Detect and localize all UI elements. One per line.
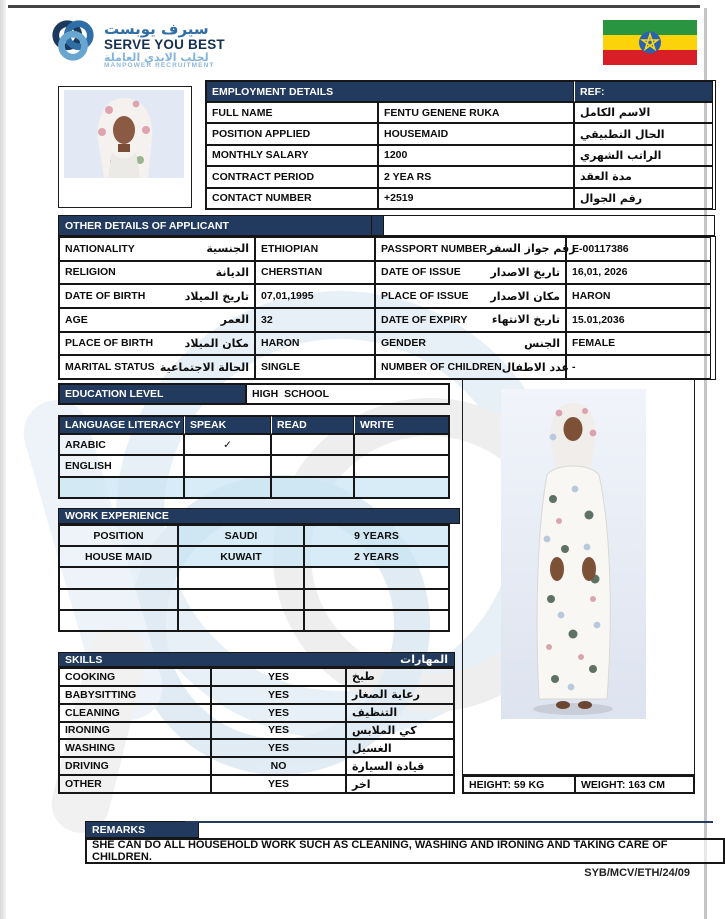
portrait-image: [64, 90, 184, 178]
employment-row-label: CONTRACT PERIOD: [206, 166, 378, 187]
work-position: HOUSE MAID: [59, 546, 178, 567]
document-reference-code: SYB/MCV/ETH/24/09: [584, 867, 690, 879]
other-right-value: 15.01,2036: [566, 308, 711, 332]
read-header: READ: [271, 416, 354, 434]
field-label: DATE OF BIRTH: [65, 290, 146, 303]
height-value: HEIGHT: 59 KG: [463, 776, 575, 793]
field-label: PLACE OF BIRTH: [65, 337, 154, 350]
skills-title: SKILLS: [65, 653, 103, 666]
field-label-arabic: رقم جواز السفر: [486, 242, 576, 256]
speak-cell: [184, 477, 271, 498]
language-literacy-table: [58, 415, 450, 499]
skill-arabic: اخر: [346, 775, 454, 793]
work-duration: [304, 589, 449, 610]
field-label: NUMBER OF CHILDREN: [381, 361, 502, 374]
work-country: [178, 567, 304, 588]
logo-knot-icon: [50, 15, 96, 65]
applicant-fullbody-photo: [462, 378, 695, 775]
field-label-arabic: مكان الاصدار: [490, 289, 560, 303]
other-details-header-spacer: [371, 215, 715, 236]
employment-row-label: MONTHLY SALARY: [206, 145, 378, 166]
speak-cell: [184, 455, 271, 476]
skill-label: DRIVING: [59, 757, 211, 775]
other-right-label: [375, 237, 576, 261]
language-header: LANGUAGE LITERACY: [59, 416, 184, 434]
work-duration: [304, 567, 449, 588]
field-label: PLACE OF ISSUE: [381, 290, 469, 303]
field-label: RELIGION: [65, 266, 116, 279]
field-label-arabic: تاريخ الاصدار: [490, 265, 560, 279]
scan-edge-top: [8, 5, 700, 8]
skill-label: IRONING: [59, 722, 211, 740]
other-left-value: 07,01,1995: [255, 284, 375, 308]
employment-row-label: POSITION APPLIED: [206, 123, 378, 144]
work-duration: 2 YEARS: [304, 546, 449, 567]
agency-logo: [50, 15, 290, 77]
employment-row-value: HOUSEMAID: [378, 123, 574, 144]
field-label-arabic: مكان الميلاد: [184, 336, 249, 350]
other-right-label: [375, 261, 566, 285]
education-level-value: HIGH SCHOOL: [246, 384, 449, 404]
language-name: ARABIC: [59, 434, 184, 455]
employment-row-arabic: الراتب الشهري: [574, 145, 713, 166]
field-label-arabic: تاريخ الانتهاء: [491, 313, 560, 327]
skill-label: CLEANING: [59, 704, 211, 722]
work-duration: [304, 610, 449, 631]
skill-label: OTHER: [59, 775, 211, 793]
employment-row-value: 1200: [378, 145, 574, 166]
other-left-label: [59, 284, 255, 308]
other-right-label: [375, 355, 570, 379]
skill-arabic: رعاية الصغار: [346, 686, 454, 704]
field-label: GENDER: [381, 337, 426, 350]
employment-row-arabic: مدة العقد: [574, 166, 713, 187]
work-country: SAUDI: [178, 525, 304, 546]
other-left-value: ETHIOPIAN: [255, 237, 375, 261]
remarks-header-rule: [185, 821, 713, 823]
work-country: [178, 610, 304, 631]
language-name: [59, 477, 184, 498]
skills-header: [58, 652, 455, 667]
work-position: [59, 610, 178, 631]
field-label-arabic: عدد الاطفال: [501, 360, 570, 374]
employment-row-value: 2 YEA RS: [378, 166, 574, 187]
employment-row-label: CONTACT NUMBER: [206, 188, 378, 209]
other-left-value: SINGLE: [255, 355, 375, 379]
other-left-label: [59, 237, 255, 261]
skill-arabic: طبخ: [346, 668, 454, 686]
field-label: MARITAL STATUS: [65, 361, 155, 374]
logo-arabic-tagline: لجلب الايدي العاملة: [104, 50, 209, 64]
employment-row-arabic: الاسم الكامل: [574, 102, 713, 123]
other-left-label: [59, 308, 255, 332]
other-right-value: FEMALE: [566, 332, 711, 356]
skill-arabic: كي الملابس: [346, 722, 454, 740]
field-label-arabic: تاريخ الميلاد: [184, 289, 249, 303]
other-right-label: [375, 284, 566, 308]
read-cell: [271, 477, 354, 498]
logo-english-tagline: MANPOWER RECRUITMENT: [104, 62, 215, 70]
field-label: DATE OF ISSUE: [381, 266, 461, 279]
other-right-value: E-00117386: [566, 237, 711, 261]
other-details-title: OTHER DETAILS OF APPLICANT: [58, 215, 384, 236]
work-duration: 9 YEARS: [304, 525, 449, 546]
other-left-value: HARON: [255, 332, 375, 356]
other-details-table: [58, 236, 716, 380]
other-right-label: [375, 308, 566, 332]
skill-label: COOKING: [59, 668, 211, 686]
other-right-value: -: [566, 355, 711, 379]
write-cell: [354, 455, 449, 476]
skill-value: YES: [211, 775, 346, 793]
other-right-label: [375, 332, 566, 356]
field-label: AGE: [65, 313, 88, 326]
language-name: ENGLISH: [59, 455, 184, 476]
field-label-arabic: الجنسية: [206, 242, 249, 256]
other-left-value: 32: [255, 308, 375, 332]
field-label: PASSPORT NUMBER: [381, 242, 487, 255]
employment-row-label: FULL NAME: [206, 102, 378, 123]
field-label-arabic: العمر: [220, 313, 249, 327]
fullbody-image: [501, 389, 646, 719]
weight-value: WEIGHT: 163 CM: [575, 776, 694, 793]
skills-table: [58, 667, 455, 794]
logo-english-name: SERVE YOU BEST: [104, 36, 225, 52]
measurements-row: [462, 775, 695, 794]
field-label-arabic: الجنس: [524, 336, 560, 350]
field-label: DATE OF EXPIRY: [381, 313, 468, 326]
applicant-portrait-photo: [58, 86, 192, 208]
employment-row-arabic: رقم الجوال: [574, 188, 713, 209]
work-position: [59, 567, 178, 588]
employment-row-value: FENTU GENENE RUKA: [378, 102, 574, 123]
remarks-text: SHE CAN DO ALL HOUSEHOLD WORK SUCH AS CLEANING, WASHING AND IRONING AND TAKING CARE OF CHILDREN.: [85, 838, 725, 864]
scan-edge-left: [0, 0, 6, 919]
skill-value: YES: [211, 686, 346, 704]
speak-checkmark: ✓: [184, 434, 271, 455]
field-label: NATIONALITY: [65, 242, 135, 255]
skill-arabic: قيادة السيارة: [346, 757, 454, 775]
skill-value: YES: [211, 722, 346, 740]
other-left-value: CHERSTIAN: [255, 261, 375, 285]
speak-header: SPEAK: [184, 416, 271, 434]
other-left-label: [59, 261, 255, 285]
write-cell: [354, 434, 449, 455]
field-label-arabic: الحالة الاجتماعية: [159, 360, 249, 374]
work-country: [178, 589, 304, 610]
skills-title-arabic: المهارات: [400, 653, 448, 666]
skill-arabic: الغسيل: [346, 739, 454, 757]
work-position: [59, 589, 178, 610]
skill-value: NO: [211, 757, 346, 775]
work-country: KUWAIT: [178, 546, 304, 567]
education-level-row: [58, 383, 450, 405]
read-cell: [271, 434, 354, 455]
work-experience-title: WORK EXPERIENCE: [58, 508, 460, 524]
skill-value: YES: [211, 739, 346, 757]
remarks-title: REMARKS: [85, 821, 199, 838]
employment-row-value: +2519: [378, 188, 574, 209]
other-right-value: 16,01, 2026: [566, 261, 711, 285]
employment-details-title: EMPLOYMENT DETAILS: [206, 81, 574, 102]
ref-label: REF:: [574, 81, 713, 102]
read-cell: [271, 455, 354, 476]
skill-value: YES: [211, 704, 346, 722]
skill-arabic: التنظيف: [346, 704, 454, 722]
work-position: POSITION: [59, 525, 178, 546]
write-header: WRITE: [354, 416, 449, 434]
employment-details-table: [205, 80, 716, 210]
logo-arabic-name: سيرف يوبست: [104, 19, 209, 38]
employment-row-arabic: الحال التطبيقي: [574, 123, 713, 144]
skill-label: BABYSITTING: [59, 686, 211, 704]
ethiopia-flag-icon: [603, 20, 697, 65]
skill-label: WASHING: [59, 739, 211, 757]
other-left-label: [59, 332, 255, 356]
other-left-label: [59, 355, 255, 379]
field-label-arabic: الديانة: [215, 265, 249, 279]
skill-value: YES: [211, 668, 346, 686]
education-level-label: EDUCATION LEVEL: [59, 384, 246, 404]
other-right-value: HARON: [566, 284, 711, 308]
write-cell: [354, 477, 449, 498]
work-experience-table: [58, 524, 450, 632]
